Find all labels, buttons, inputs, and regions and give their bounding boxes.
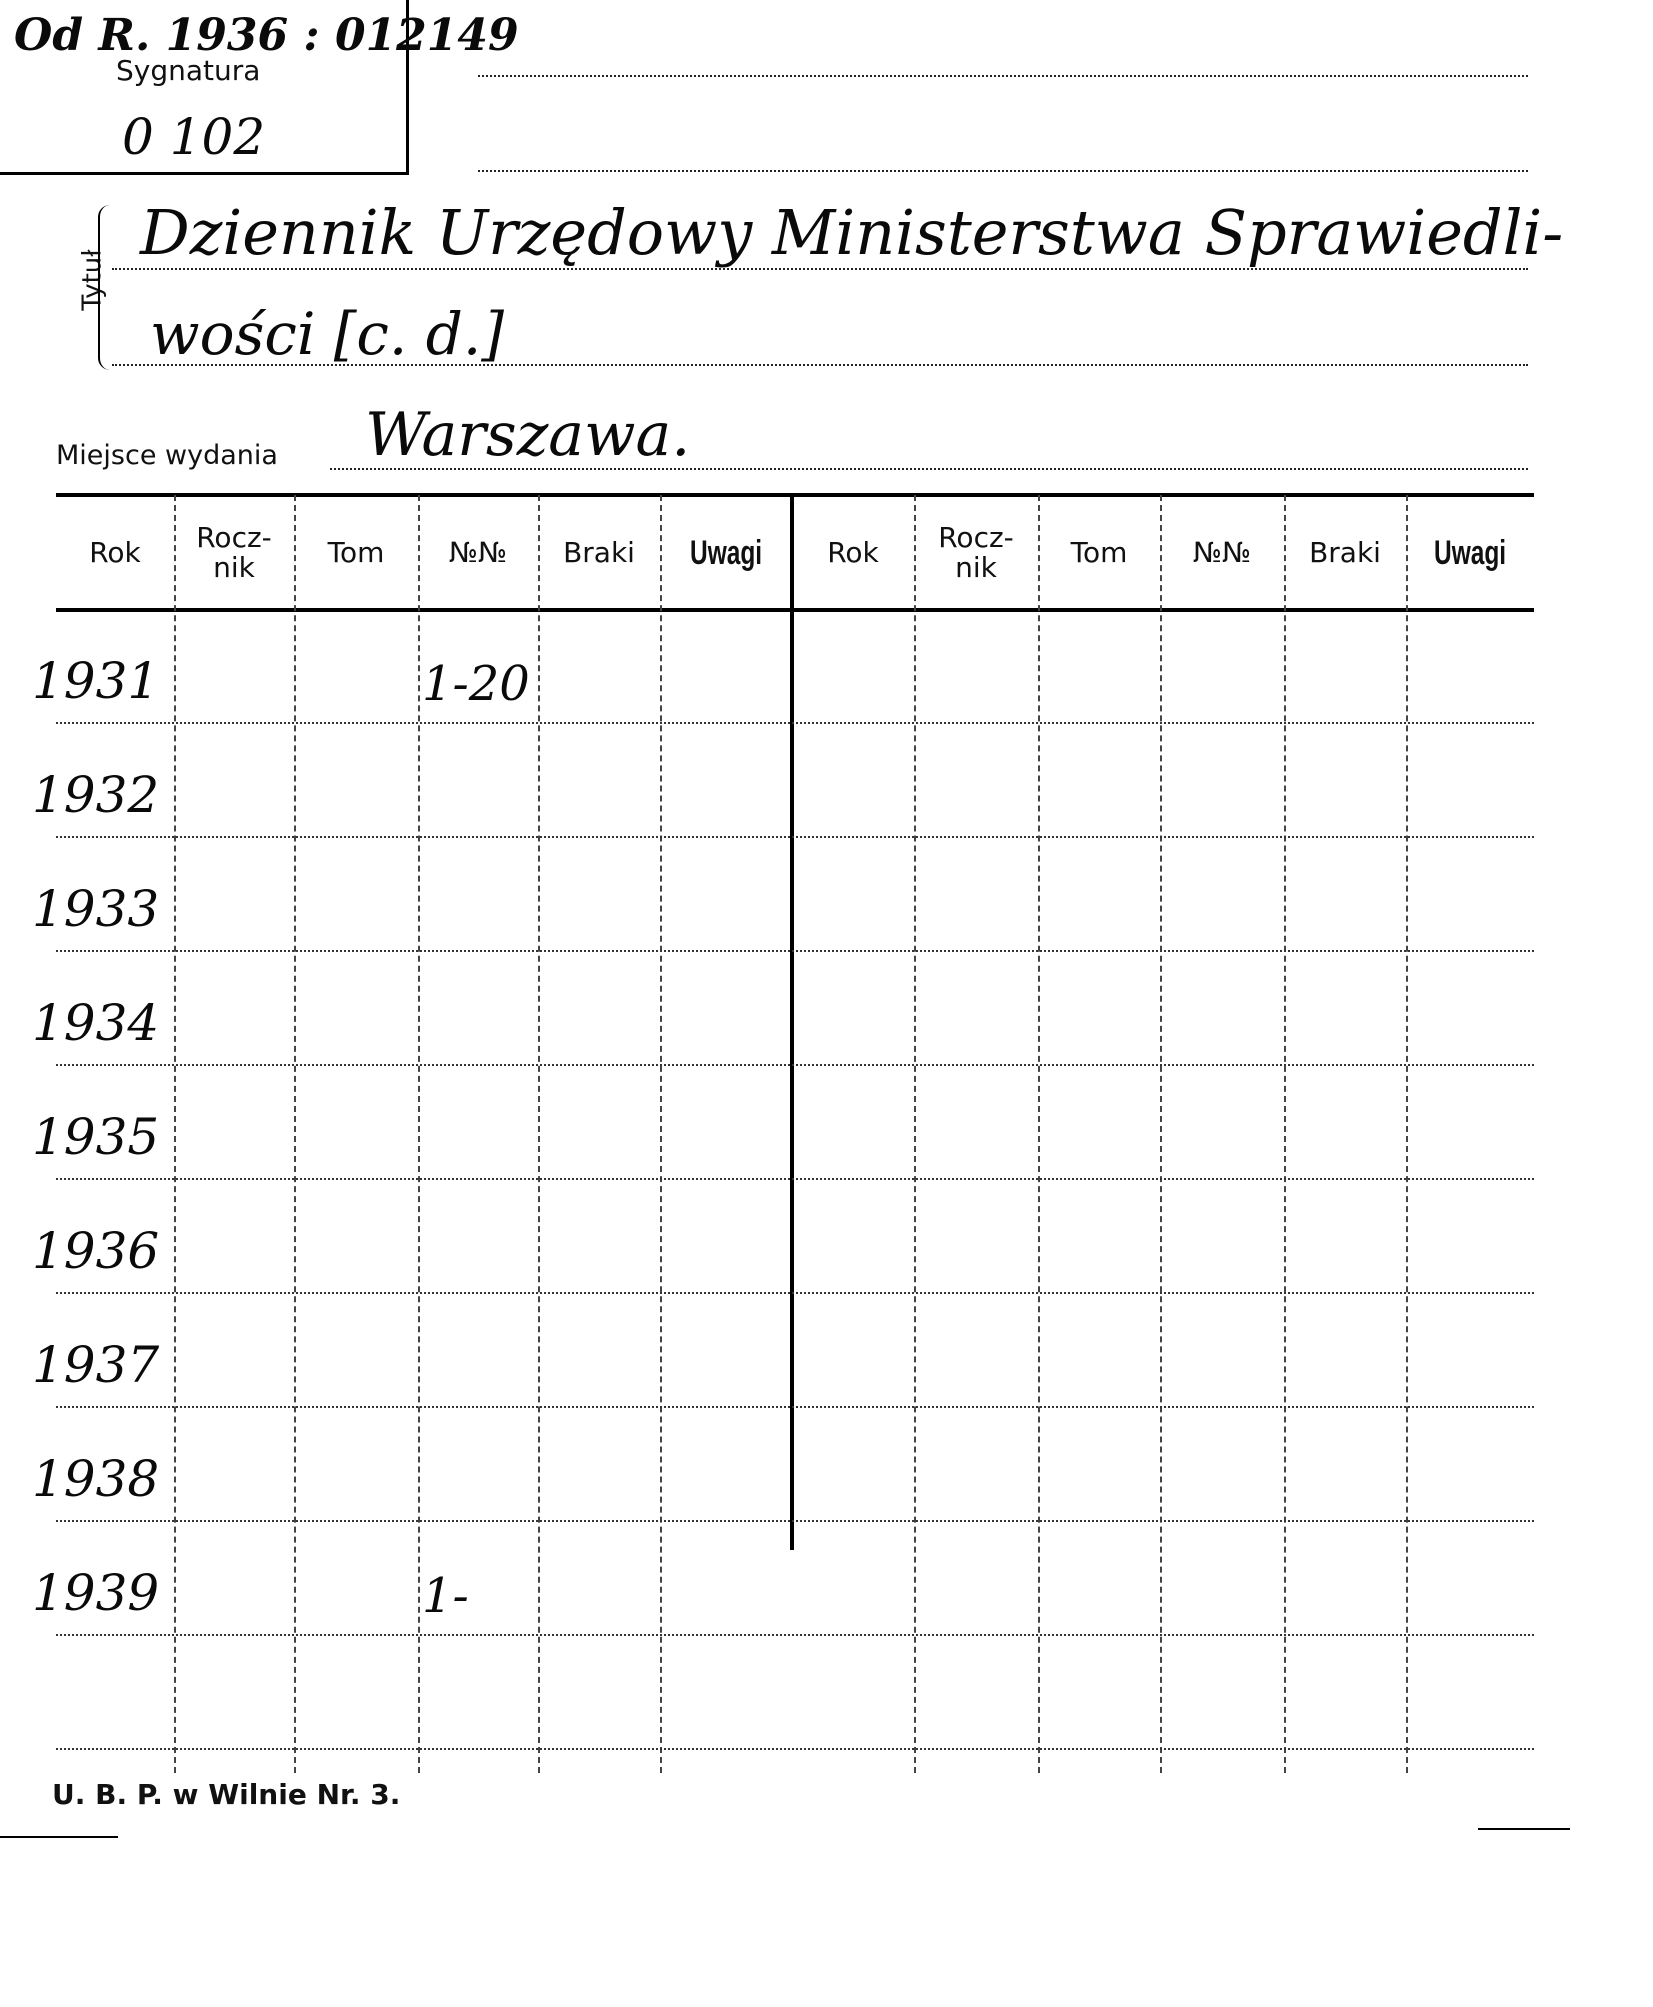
title-label-vertical xyxy=(56,205,108,365)
column-header xyxy=(538,495,660,610)
column-header xyxy=(56,495,174,610)
column-header-label: Rok xyxy=(827,535,879,569)
column-header xyxy=(294,495,418,610)
column-header-label: №№ xyxy=(1192,535,1252,569)
column-header-label: Uwagi xyxy=(689,533,763,572)
column-divider xyxy=(174,495,176,1773)
column-header xyxy=(1160,495,1284,610)
column-header xyxy=(1038,495,1160,610)
title-dotted-line-2 xyxy=(112,364,1528,366)
column-header xyxy=(792,495,914,610)
column-divider xyxy=(538,495,540,1773)
signature-label: Sygnatura xyxy=(116,54,261,87)
title-line-2: wości [c. d.] xyxy=(150,300,504,368)
table-row-line xyxy=(56,836,1534,838)
table-row-line xyxy=(56,1520,1534,1522)
column-divider xyxy=(660,495,662,1773)
table-row-line xyxy=(56,1748,1534,1750)
table-row-line xyxy=(56,1064,1534,1066)
column-divider xyxy=(1038,495,1040,1773)
table-row-line xyxy=(56,1292,1534,1294)
title-brace xyxy=(98,205,118,370)
column-header xyxy=(1284,495,1406,610)
row-year: 1938 xyxy=(32,1450,160,1508)
column-divider xyxy=(1284,495,1286,1773)
row-numbers: 1-20 xyxy=(422,656,530,712)
center-divider xyxy=(790,495,794,1550)
column-divider xyxy=(294,495,296,1773)
column-header xyxy=(1406,495,1534,610)
column-divider xyxy=(1160,495,1162,1773)
row-numbers: 1- xyxy=(422,1568,469,1624)
row-year: 1937 xyxy=(32,1336,160,1394)
title-dotted-line-1 xyxy=(112,268,1528,270)
column-divider xyxy=(914,495,916,1773)
signature-value: 0 102 xyxy=(122,108,266,166)
table-row-line xyxy=(56,722,1534,724)
column-header xyxy=(174,495,294,610)
column-header-label: Rok xyxy=(89,535,141,569)
top-dotted-line-2 xyxy=(478,170,1528,172)
column-header-label: Tom xyxy=(1070,535,1128,569)
title-label: Tytuł xyxy=(77,249,108,311)
column-header xyxy=(660,495,792,610)
column-header-label: Uwagi xyxy=(1433,533,1507,572)
table-row-line xyxy=(56,1406,1534,1408)
column-header xyxy=(914,495,1038,610)
table-row-line xyxy=(56,1634,1534,1636)
row-year: 1939 xyxy=(32,1564,160,1622)
bottom-edge-left xyxy=(0,1836,118,1838)
column-header-label: №№ xyxy=(448,535,508,569)
column-header-label: Braki xyxy=(1309,535,1381,569)
row-year: 1934 xyxy=(32,994,160,1052)
table-row-line xyxy=(56,950,1534,952)
table-row-line xyxy=(56,1178,1534,1180)
bottom-edge-right xyxy=(1478,1828,1570,1830)
column-header-label: Tom xyxy=(327,535,385,569)
row-year: 1936 xyxy=(32,1222,160,1280)
row-year: 1932 xyxy=(32,766,160,824)
column-header-label: Braki xyxy=(563,535,635,569)
row-year: 1935 xyxy=(32,1108,160,1166)
column-header-label: Rocz- nik xyxy=(196,520,272,584)
column-header-label: Rocz- nik xyxy=(938,520,1014,584)
place-label: Miejsce wydania xyxy=(56,440,278,471)
row-year: 1931 xyxy=(32,652,160,710)
column-divider xyxy=(1406,495,1408,1773)
row-year: 1933 xyxy=(32,880,160,938)
top-dotted-line-1 xyxy=(478,75,1528,77)
footer-printer: U. B. P. w Wilnie Nr. 3. xyxy=(52,1778,401,1811)
signature-box xyxy=(0,0,519,175)
title-line-1: Dziennik Urzędowy Ministerstwa Sprawiedli- xyxy=(140,196,1564,269)
holdings-table xyxy=(32,495,1534,1775)
place-dotted-line xyxy=(330,468,1528,470)
call-number: Od R. 1936 : 012149 xyxy=(14,10,519,61)
column-header xyxy=(418,495,538,610)
place-value: Warszawa. xyxy=(365,400,691,470)
column-divider xyxy=(418,495,420,1773)
